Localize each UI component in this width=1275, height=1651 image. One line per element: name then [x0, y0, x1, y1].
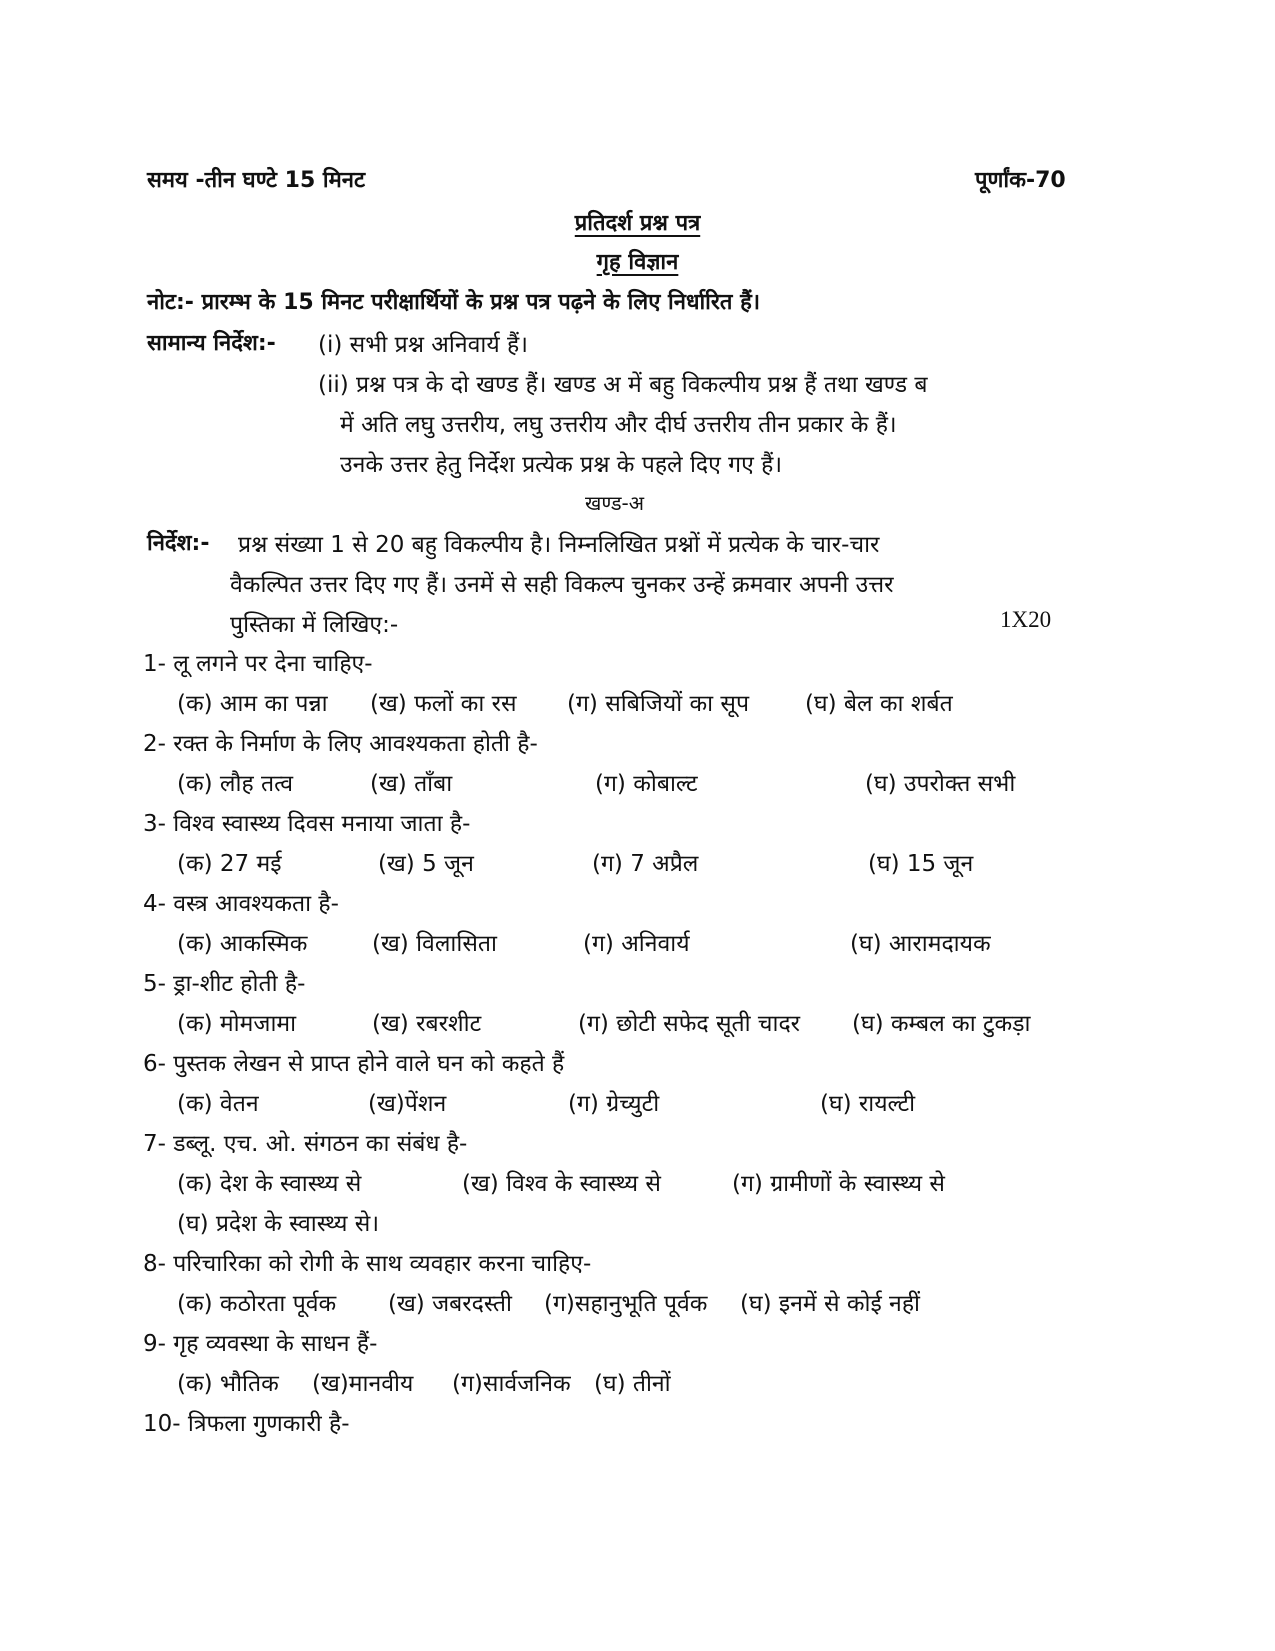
question-8-option-1: (क) कठोरता पूर्वक [177, 1291, 337, 1317]
question-3-option-3: (ग) 7 अप्रैल [592, 851, 699, 877]
question-8-option-3: (ग)सहानुभूति पूर्वक [544, 1291, 708, 1317]
question-2: 2- रक्त के निर्माण के लिए आवश्यकता होती है- [143, 731, 538, 757]
question-5-option-3: (ग) छोटी सफेद सूती चादर [578, 1011, 801, 1037]
question-1-option-2: (ख) फलों का रस [370, 691, 517, 717]
direction-line-1: प्रश्न संख्या 1 से 20 बहु विकल्पीय है। निम्नलिखित प्रश्नों में प्रत्येक के चार-चार [238, 532, 880, 558]
question-7-option-1: (क) देश के स्वास्थ्य से [177, 1171, 362, 1197]
question-8-option-2: (ख) जबरदस्ती [388, 1291, 512, 1317]
question-1-option-1: (क) आम का पन्ना [177, 691, 328, 717]
question-7: 7- डब्लू. एच. ओ. संगठन का संबंध है- [143, 1131, 468, 1157]
question-4: 4- वस्त्र आवश्यकता है- [143, 891, 339, 917]
question-9-option-1: (क) भौतिक [177, 1371, 279, 1397]
direction-label: निर्देश:- [147, 531, 210, 556]
question-9-option-2: (ख)मानवीय [312, 1371, 414, 1397]
instruction-1: (i) सभी प्रश्न अनिवार्य हैं। [318, 332, 528, 358]
question-5-option-1: (क) मोमजामा [177, 1011, 297, 1037]
question-2-option-3: (ग) कोबाल्ट [595, 771, 698, 797]
question-9-option-4: (घ) तीनों [594, 1371, 671, 1397]
exam-duration: समय -तीन घण्टे 15 मिनट [147, 168, 366, 193]
question-2-option-2: (ख) ताँबा [370, 771, 453, 797]
question-8: 8- परिचारिका को रोगी के साथ व्यवहार करना चाहिए- [143, 1251, 592, 1277]
question-9: 9- गृह व्यवस्था के साधन हैं- [143, 1331, 378, 1357]
instruction-2-line-2: में अति लघु उत्तरीय, लघु उत्तरीय और दीर्घ उत्तरीय तीन प्रकार के हैं। [340, 412, 897, 438]
question-4-option-4: (घ) आरामदायक [850, 931, 991, 957]
question-6-option-2: (ख)पेंशन [368, 1091, 447, 1117]
question-3-option-2: (ख) 5 जून [378, 851, 474, 877]
instruction-2-line-1: (ii) प्रश्न पत्र के दो खण्ड हैं। खण्ड अ में बहु विकल्पीय प्रश्न हैं तथा खण्ड ब [318, 372, 928, 398]
question-4-option-3: (ग) अनिवार्य [583, 931, 690, 957]
subject-title: गृह विज्ञान [596, 250, 679, 275]
section-title: खण्ड-अ [585, 491, 645, 515]
question-7-option-2: (ख) विश्व के स्वास्थ्य से [462, 1171, 661, 1197]
question-5-option-2: (ख) रबरशीट [372, 1011, 482, 1037]
question-4-option-2: (ख) विलासिता [372, 931, 497, 957]
question-1: 1- लू लगने पर देना चाहिए- [143, 651, 373, 677]
question-5: 5- ड्रा-शीट होती है- [143, 971, 306, 997]
direction-line-3: पुस्तिका में लिखिए:- [230, 612, 399, 638]
max-marks: पूर्णांक-70 [975, 168, 1066, 193]
question-1-option-3: (ग) सबिजियों का सूप [567, 691, 750, 717]
question-3: 3- विश्व स्वास्थ्य दिवस मनाया जाता है- [143, 811, 471, 837]
question-10: 10- त्रिफला गुणकारी है- [143, 1411, 350, 1437]
question-5-option-4: (घ) कम्बल का टुकड़ा [852, 1011, 1031, 1037]
section-marks: 1X20 [1000, 607, 1052, 632]
instruction-2-line-3: उनके उत्तर हेतु निर्देश प्रत्येक प्रश्न के पहले दिए गए हैं। [340, 452, 783, 478]
question-6-option-1: (क) वेतन [177, 1091, 259, 1117]
question-2-option-4: (घ) उपरोक्त सभी [865, 771, 1016, 797]
question-3-option-4: (घ) 15 जून [868, 851, 974, 877]
question-3-option-1: (क) 27 मई [177, 851, 282, 877]
question-6-option-4: (घ) रायल्टी [820, 1091, 916, 1117]
paper-title: प्रतिदर्श प्रश्न पत्र [574, 211, 701, 236]
question-2-option-1: (क) लौह तत्व [177, 771, 293, 797]
question-9-option-3: (ग)सार्वजनिक [452, 1371, 571, 1397]
question-7-option-4: (घ) प्रदेश के स्वास्थ्य से। [177, 1211, 380, 1237]
question-4-option-1: (क) आकस्मिक [177, 931, 308, 957]
question-1-option-4: (घ) बेल का शर्बत [805, 691, 953, 717]
general-instructions-label: सामान्य निर्देश:- [147, 331, 276, 356]
question-6-option-3: (ग) ग्रेच्युटी [568, 1091, 660, 1117]
question-6: 6- पुस्तक लेखन से प्राप्त होने वाले घन को कहते हैं [143, 1051, 565, 1077]
direction-line-2: वैकल्पित उत्तर दिए गए हैं। उनमें से सही विकल्प चुनकर उन्हें क्रमवार अपनी उत्तर [230, 572, 894, 598]
question-8-option-4: (घ) इनमें से कोई नहीं [740, 1291, 920, 1317]
question-7-option-3: (ग) ग्रामीणों के स्वास्थ्य से [732, 1171, 945, 1197]
note: नोट:- प्रारम्भ के 15 मिनट परीक्षार्थियों के प्रश्न पत्र पढ़ने के लिए निर्धारित हैं। [147, 290, 761, 315]
